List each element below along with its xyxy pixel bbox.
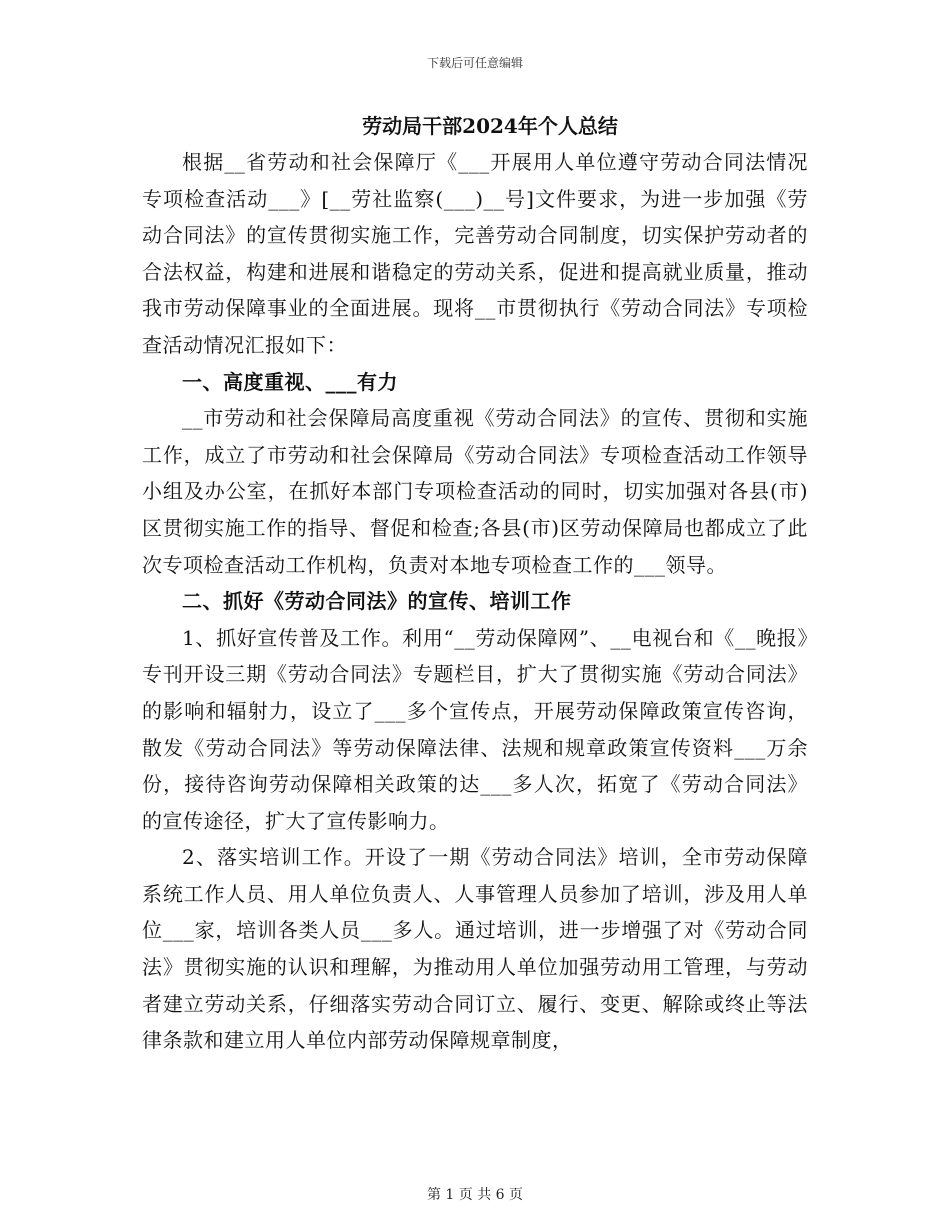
section-1-paragraph: __市劳动和社会保障局高度重视《劳动合同法》的宣传、贯彻和实施工作，成立了市劳动和社会保障局《劳动合同法》专项检查活动工作领导小组及办公室，在抓好本部门专项检查活动的同时，切实加强对各县(市)区贯彻实施工作的指导、督促和检查;各县(市)区劳动保障局也都成立了此次专项检查活动工作机构，负责对本地专项检查工作的___领导。 — [142, 406, 808, 577]
section-heading-1: 一、高度重视、___有力 — [182, 369, 398, 394]
document-body — [142, 108, 808, 1059]
section-2-item-1: 1、抓好宣传普及工作。利用“__劳动保障网”、__电视台和《__晚报》专刊开设三期《劳动合同法》专题栏目，扩大了贯彻实施《劳动合同法》的影响和辐射力，设立了___多个宣传点，开展劳动保障政策宣传咨询，散发《劳动合同法》等劳动保障法律、法规和规章政策宣传资料___万余份，接待咨询劳动保障相关政策的达___多人次，拓宽了《劳动合同法》的宣传途径，扩大了宣传影响力。 — [142, 625, 808, 833]
section-heading-2: 二、抓好《劳动合同法》的宣传、培训工作 — [182, 589, 572, 614]
document-title: 劳动局干部2024年个人总结 — [362, 114, 618, 138]
header-note: 下载后可任意编辑 — [426, 56, 523, 70]
page-number: 第 1 页 共 6 页 — [426, 1187, 524, 1203]
section-2-item-2: 2、落实培训工作。开设了一期《劳动合同法》培训，全市劳动保障系统工作人员、用人单位负责人、人事管理人员参加了培训，涉及用人单位___家，培训各类人员___多人。通过培训，进一步增强了对《劳动合同法》贯彻实施的认识和理解，为推动用人单位加强劳动用工管理，与劳动者建立劳动关系，仔细落实劳动合同订立、履行、变更、解除或终止等法律条款和建立用人单位内部劳动保障规章制度， — [142, 845, 808, 1053]
intro-paragraph: 根据__省劳动和社会保障厅《___开展用人单位遵守劳动合同法情况专项检查活动___》[__劳社监察(___)__号]文件要求，为进一步加强《劳动合同法》的宣传贯彻实施工作，完善劳动合同制度，切实保护劳动者的合法权益，构建和进展和谐稳定的劳动关系，促进和提高就业质量，推动我市劳动保障事业的全面进展。现将__市贯彻执行《劳动合同法》专项检查活动情况汇报如下： — [142, 150, 808, 357]
